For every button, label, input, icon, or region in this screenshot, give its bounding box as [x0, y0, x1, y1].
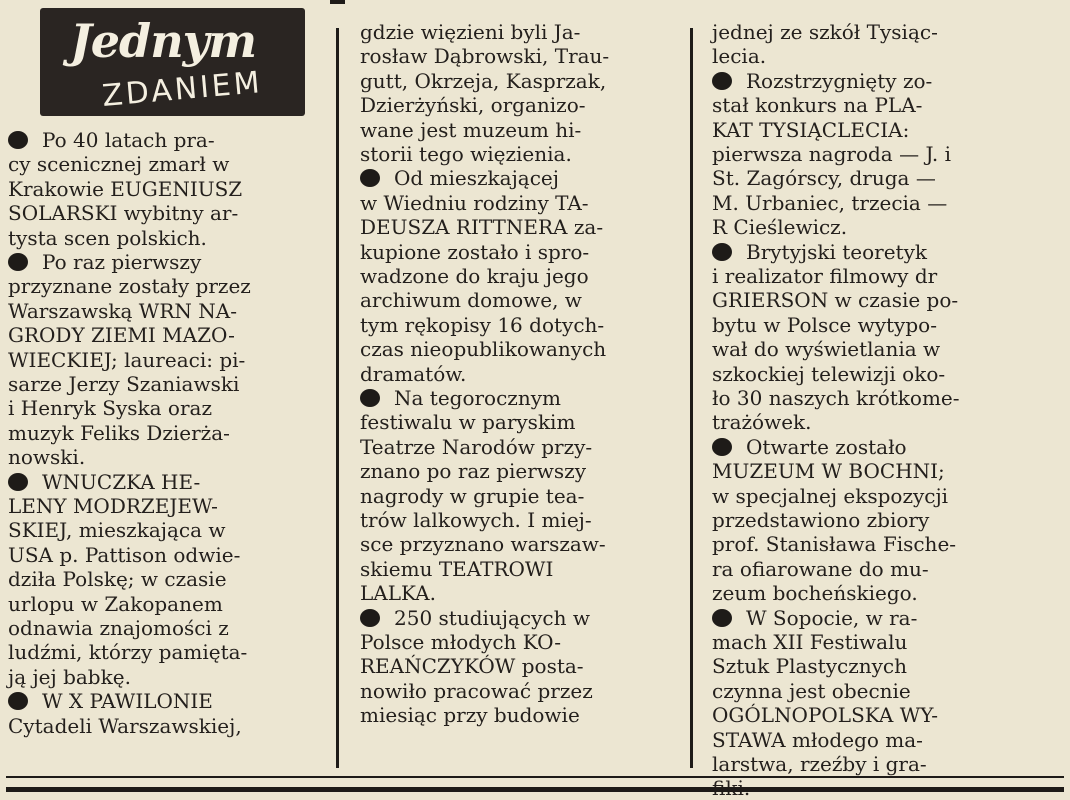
text-line-content: znano po raz pierwszy [360, 459, 587, 484]
text-line-content: dramatów. [360, 361, 467, 386]
text-line-content: Rozstrzygnięty zo- [746, 68, 933, 93]
text-line-content: Otwarte zostało [746, 434, 907, 459]
text-line-content: DEUSZA RITTNERA za- [360, 215, 604, 240]
text-line-content: sarze Jerzy Szaniawski [8, 372, 240, 396]
text-line [712, 532, 1020, 557]
text-line-content: St. Zagórscy, druga — [712, 166, 936, 191]
text-line-content: REAŃCZYKÓW posta- [360, 654, 584, 679]
text-line [8, 252, 313, 272]
text-line [360, 654, 665, 679]
text-line-content: stał konkurs na PLA- [712, 93, 923, 118]
text-line [360, 266, 665, 286]
text-line [360, 632, 665, 652]
text-line-content: trażówek. [712, 410, 812, 435]
text-line-content: nowski. [8, 445, 86, 470]
text-line-content: W Sopocie, w ra- [746, 605, 918, 630]
text-line [360, 288, 665, 313]
text-line-content: ra ofiarowane do mu- [712, 556, 929, 581]
bullet-dot-icon [8, 131, 28, 149]
text-line [8, 496, 313, 516]
text-line-content: Cytadeli Warszawskiej, [8, 713, 242, 738]
text-line-content: urlopu w Zakopanem [8, 591, 223, 616]
text-line [712, 190, 1020, 215]
text-line-content: mach XII Festiwalu [712, 630, 908, 654]
text-line [8, 591, 313, 616]
text-line-content: Krakowie EUGENIUSZ [8, 176, 243, 201]
text-line-content: pierwsza nagroda — J. i [712, 142, 952, 166]
text-line [8, 176, 313, 201]
text-line [360, 483, 665, 508]
text-line [360, 337, 665, 362]
text-line [712, 166, 1020, 191]
bottom-rule-thin [6, 776, 1064, 778]
text-line [8, 225, 313, 250]
text-line [712, 410, 1020, 435]
text-line-content: MUZEUM W BOCHNI; [712, 459, 945, 484]
bullet-dot-icon [360, 389, 380, 407]
text-line [712, 388, 1020, 408]
text-line [712, 632, 1020, 652]
text-line [712, 22, 1020, 42]
masthead-script-title: Jednym [70, 14, 257, 68]
bullet-dot-icon [712, 609, 732, 627]
text-line [712, 68, 1020, 93]
text-line-content: sce przyznano warszaw- [360, 532, 606, 557]
bullet-dot-icon [712, 72, 732, 90]
text-line [360, 434, 665, 459]
text-line [360, 703, 665, 728]
text-line-content: archiwum domowe, w [360, 288, 582, 313]
text-line [712, 510, 1020, 530]
text-line-content: rosław Dąbrowski, Trau- [360, 44, 610, 69]
text-line-content: Polsce młodych KO- [360, 630, 562, 654]
text-line [8, 518, 313, 543]
text-line-content: Po 40 latach pra- [42, 128, 215, 152]
text-line [360, 215, 665, 240]
text-line-content: STAWA młodego ma- [712, 727, 923, 752]
text-line [360, 44, 665, 69]
text-line [712, 605, 1020, 630]
text-line-content: prof. Stanisława Fische- [712, 532, 957, 557]
text-line [8, 347, 313, 372]
bullet-dot-icon [712, 243, 732, 261]
text-line-content: gutt, Okrzeja, Kasprzak, [360, 68, 607, 93]
text-line [360, 410, 665, 435]
text-line-content: KAT TYSIĄCLECIA: [712, 117, 910, 142]
bullet-dot-icon [360, 169, 380, 187]
text-line-content: Od mieszkającej [394, 166, 559, 191]
text-line-content: i realizator filmowy dr [712, 264, 938, 288]
text-line [8, 152, 313, 177]
text-line [712, 727, 1020, 752]
text-line-content: czynna jest obecnie [712, 678, 911, 703]
text-line [8, 567, 313, 592]
text-line [712, 581, 1020, 606]
text-line-content: 250 studiujących w [394, 605, 590, 630]
text-line [712, 434, 1020, 459]
text-line [712, 93, 1020, 118]
text-line-content: M. Urbaniec, trzecia — [712, 190, 948, 215]
text-line-content: Na tegorocznym [394, 386, 561, 410]
text-line [8, 640, 313, 665]
text-line-content: i Henryk Syska oraz [8, 396, 212, 421]
column-divider-1 [336, 28, 339, 768]
text-line [8, 689, 313, 714]
text-line-content: LENY MODRZEJEW- [8, 494, 218, 518]
text-line [712, 556, 1020, 581]
text-line [8, 713, 313, 738]
text-line [8, 396, 313, 421]
text-line-content: W X PAWILONIE [42, 689, 213, 714]
text-line-content: miesiąc przy budowie [360, 703, 580, 728]
text-line [360, 459, 665, 484]
text-line [712, 361, 1020, 386]
text-line-content: w specjalnej ekspozycji [712, 483, 949, 508]
section-masthead [40, 8, 305, 116]
text-line [712, 288, 1020, 313]
text-line-content: Po raz pierwszy [42, 250, 202, 274]
text-line [712, 144, 1020, 164]
text-line-content: festiwalu w paryskim [360, 410, 576, 435]
text-line-content: wał do wyświetlania w [712, 337, 941, 362]
text-line-content: GRIERSON w czasie po- [712, 288, 959, 313]
text-line [360, 239, 665, 264]
text-line-content: w Wiedniu rodziny TA- [360, 190, 589, 215]
bottom-rule [6, 787, 1064, 792]
top-rule [330, 0, 345, 4]
text-line-content: wadzone do kraju jego [360, 264, 589, 288]
text-line [712, 312, 1020, 337]
text-line-content: Dzierżyński, organizo- [360, 93, 586, 118]
text-line [712, 44, 1020, 69]
bullet-dot-icon [8, 473, 28, 491]
text-line-content: bytu w Polsce wytypo- [712, 312, 937, 337]
text-line-content: SKIEJ, mieszkająca w [8, 518, 226, 543]
text-line [360, 581, 665, 606]
text-line [360, 190, 665, 215]
text-line-content: nowiło pracować przez [360, 678, 593, 703]
text-line-content: nagrody w grupie tea- [360, 483, 585, 508]
text-line-content: Teatrze Narodów przy- [360, 434, 593, 459]
text-line [360, 678, 665, 703]
text-line-content: GRODY ZIEMI MAZO- [8, 323, 235, 348]
text-line [360, 510, 665, 530]
text-line-content: cy scenicznej zmarł w [8, 152, 230, 177]
text-line [360, 144, 665, 164]
text-line [8, 445, 313, 470]
text-line [360, 532, 665, 557]
text-line [360, 312, 665, 337]
text-line [8, 201, 313, 226]
text-line-content: Warszawską WRN NA- [8, 298, 237, 323]
text-line-content: szkockiej telewizji oko- [712, 361, 946, 386]
text-line-content: Brytyjski teoretyk [746, 239, 927, 264]
text-line [712, 654, 1020, 679]
text-line [8, 298, 313, 323]
text-line-content: trów lalkowych. I miej- [360, 508, 592, 532]
text-line [360, 388, 665, 408]
text-line [712, 754, 1020, 774]
text-line [360, 166, 665, 191]
text-line-content: lecia. [712, 44, 767, 69]
column-divider-2 [690, 28, 693, 768]
text-line [712, 703, 1020, 728]
text-line [360, 93, 665, 118]
text-line-content: gdzie więzieni byli Ja- [360, 20, 581, 44]
text-line-content: przyznane zostały przez [8, 274, 251, 299]
text-line [8, 323, 313, 348]
text-line-content: wane jest muzeum hi- [360, 117, 582, 142]
text-line-content: muzyk Feliks Dzierża- [8, 420, 230, 445]
text-line-content: przedstawiono zbiory [712, 508, 930, 532]
text-line-content: LALKA. [360, 581, 436, 606]
text-line [8, 374, 313, 394]
text-line [8, 469, 313, 494]
bullet-dot-icon [360, 609, 380, 627]
text-line [712, 459, 1020, 484]
text-line-content: ludźmi, którzy pamięta- [8, 640, 248, 665]
text-line [712, 337, 1020, 362]
text-line [8, 542, 313, 567]
text-line-content: WIECKIEJ; laureaci: pi- [8, 347, 246, 372]
text-line [360, 361, 665, 386]
text-line-content: kupione zostało i spro- [360, 239, 590, 264]
text-line [8, 664, 313, 689]
text-line [360, 117, 665, 142]
text-line-content: OGÓLNOPOLSKA WY- [712, 703, 939, 728]
text-line-content: storii tego więzienia. [360, 142, 572, 166]
text-line-content: tym rękopisy 16 dotych- [360, 312, 605, 337]
bullet-dot-icon [712, 438, 732, 456]
text-line-content: ło 30 naszych krótkome- [712, 386, 960, 410]
text-line [712, 117, 1020, 142]
text-line-content: jednej ze szkół Tysiąc- [712, 20, 938, 44]
text-line-content: USA p. Pattison odwie- [8, 542, 241, 567]
text-line-content: odnawia znajomości z [8, 616, 229, 640]
text-line-content: WNUCZKA HE- [42, 469, 201, 494]
text-line-content: dziła Polskę; w czasie [8, 567, 227, 592]
text-line-content: SOLARSKI wybitny ar- [8, 201, 239, 226]
text-line-content: tysta scen polskich. [8, 225, 207, 250]
masthead-caps-title: ZDANIEM [100, 65, 265, 114]
text-line [8, 274, 313, 299]
text-line [8, 130, 313, 150]
text-line-content: Sztuk Plastycznych [712, 654, 908, 679]
text-line-content: ją jej babkę. [8, 664, 131, 689]
text-line-content: zeum bocheńskiego. [712, 581, 918, 606]
text-line [712, 483, 1020, 508]
text-line [360, 605, 665, 630]
text-line [8, 618, 313, 638]
text-line [360, 22, 665, 42]
text-line [360, 68, 665, 93]
bullet-dot-icon [8, 692, 28, 710]
text-line [712, 678, 1020, 703]
text-line [712, 266, 1020, 286]
bullet-dot-icon [8, 253, 28, 271]
text-line [360, 556, 665, 581]
text-line [712, 215, 1020, 240]
text-line-content: czas nieopublikowanych [360, 337, 607, 362]
text-line [712, 239, 1020, 264]
text-line-content: R Cieślewicz. [712, 215, 848, 240]
text-line [8, 420, 313, 445]
text-line-content: skiemu TEATROWI [360, 556, 554, 581]
text-line-content: larstwa, rzeźby i gra- [712, 752, 927, 776]
